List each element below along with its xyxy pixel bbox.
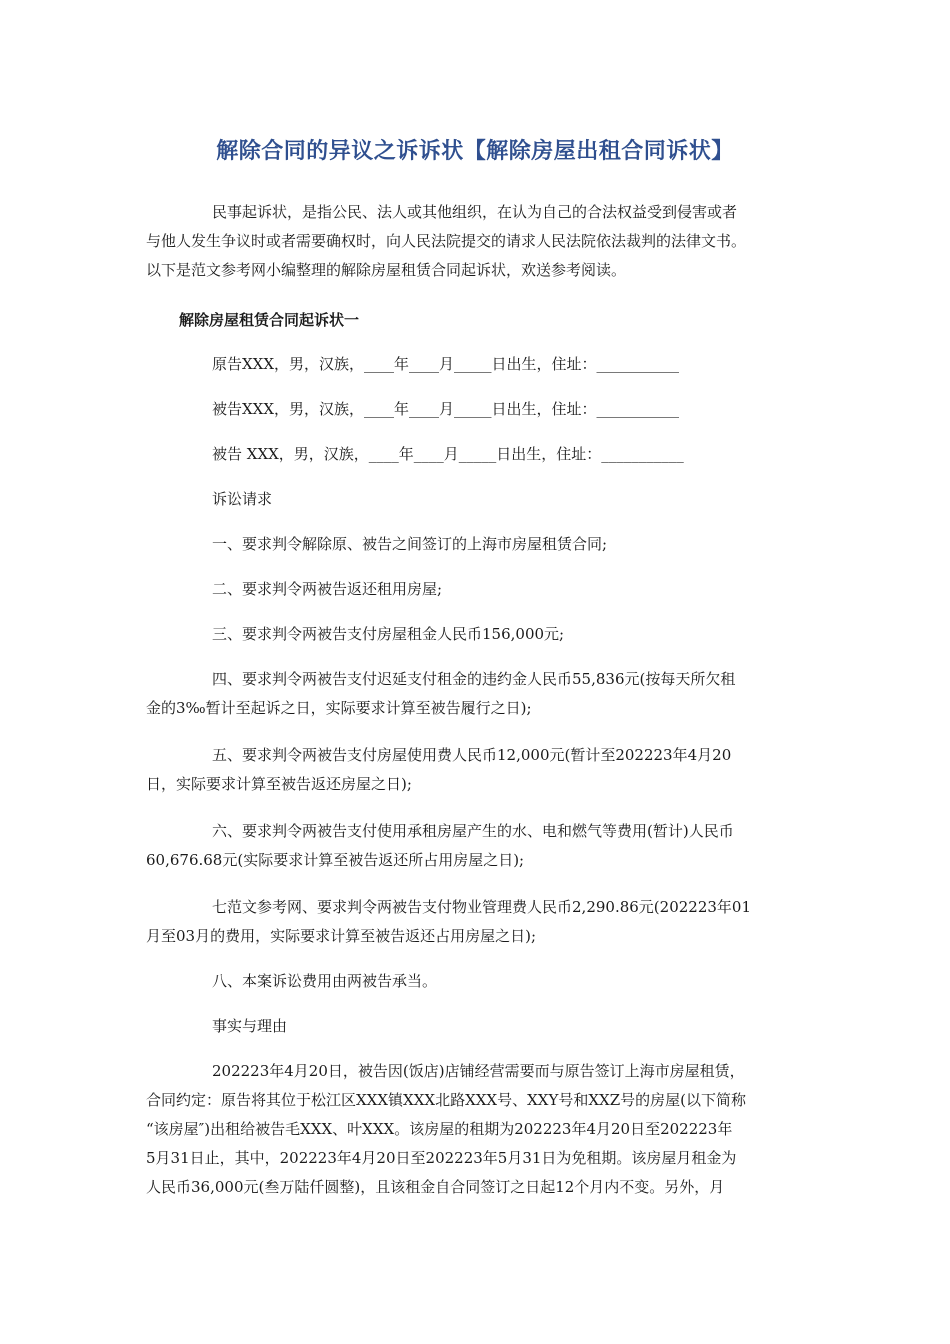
claim-line: 60,676.68元(实际要求计算至被告返还所占用房屋之日); — [146, 851, 525, 869]
claim-item: 一、要求判令解除原、被告之间签订的上海市房屋租赁合同; — [212, 535, 608, 553]
claims-heading: 诉讼请求 — [212, 490, 273, 508]
claim-line: 七范文参考网、要求判令两被告支付物业管理费人民币2,290.86元(202223年01 — [212, 898, 751, 916]
claim-item — [146, 665, 806, 723]
facts-heading: 事实与理由 — [212, 1017, 288, 1035]
claim-item: 二、要求判令两被告返还租用房屋; — [212, 580, 443, 598]
claim-item: 三、要求判令两被告支付房屋租金人民币156,000元; — [212, 625, 565, 643]
intro-line: 以下是范文参考网小编整理的解除房屋租赁合同起诉状，欢送参考阅读。 — [146, 261, 627, 279]
claim-line: 金的3‰暂计至起诉之日，实际要求计算至被告履行之日); — [146, 699, 532, 717]
document-title: 解除合同的异议之诉诉状【解除房屋出租合同诉状】 — [216, 139, 734, 164]
claim-line: 五、要求判令两被告支付房屋使用费人民币12,000元(暂计至202223年4月20 — [212, 746, 732, 764]
party-plaintiff: 原告XXX，男，汉族，____年____月_____日出生，住址：___________ — [212, 355, 680, 373]
section-heading: 解除房屋租赁合同起诉状一 — [179, 311, 360, 329]
claim-item: 八、本案诉讼费用由两被告承当。 — [212, 972, 438, 990]
party-defendant-1: 被告XXX，男，汉族，____年____月_____日出生，住址：___________ — [212, 400, 680, 418]
facts-paragraph — [146, 1057, 806, 1202]
claim-line: 六、要求判令两被告支付使用承租房屋产生的水、电和燃气等费用(暂计)人民币 — [212, 822, 734, 840]
claim-item — [146, 741, 806, 799]
intro-line: 与他人发生争议时或者需要确权时，向人民法院提交的请求人民法院依法裁判的法律文书。 — [146, 232, 747, 250]
facts-line: 合同约定：原告将其位于松江区XXX镇XXX北路XXX号、XXY号和XXZ号的房屋(以下简称 — [146, 1091, 747, 1109]
claim-line: 日，实际要求计算至被告返还房屋之日); — [146, 775, 412, 793]
intro-paragraph — [146, 198, 806, 285]
intro-line: 民事起诉状，是指公民、法人或其他组织，在认为自己的合法权益受到侵害或者 — [212, 203, 738, 221]
claim-item — [146, 893, 806, 951]
claim-line: 月至03月的费用，实际要求计算至被告返还占用房屋之日); — [146, 927, 536, 945]
claim-item — [146, 817, 806, 875]
facts-line: 202223年4月20日，被告因(饭店)店铺经营需要而与原告签订上海市房屋租赁， — [212, 1062, 745, 1080]
facts-line: 5月31日止，其中，202223年4月20日至202223年5月31日为免租期。该房屋月租金为 — [146, 1149, 737, 1167]
party-defendant-2: 被告 XXX，男，汉族，____年____月_____日出生，住址：___________ — [212, 445, 684, 463]
facts-line: “该房屋″)出租给被告毛XXX、叶XXX。该房屋的租期为202223年4月20日至202223年 — [146, 1120, 733, 1138]
facts-line: 人民币36,000元(叁万陆仟圆整)，且该租金自合同签订之日起12个月内不变。另外，月 — [146, 1178, 725, 1196]
claim-line: 四、要求判令两被告支付迟延支付租金的违约金人民币55,836元(按每天所欠租 — [212, 670, 736, 688]
